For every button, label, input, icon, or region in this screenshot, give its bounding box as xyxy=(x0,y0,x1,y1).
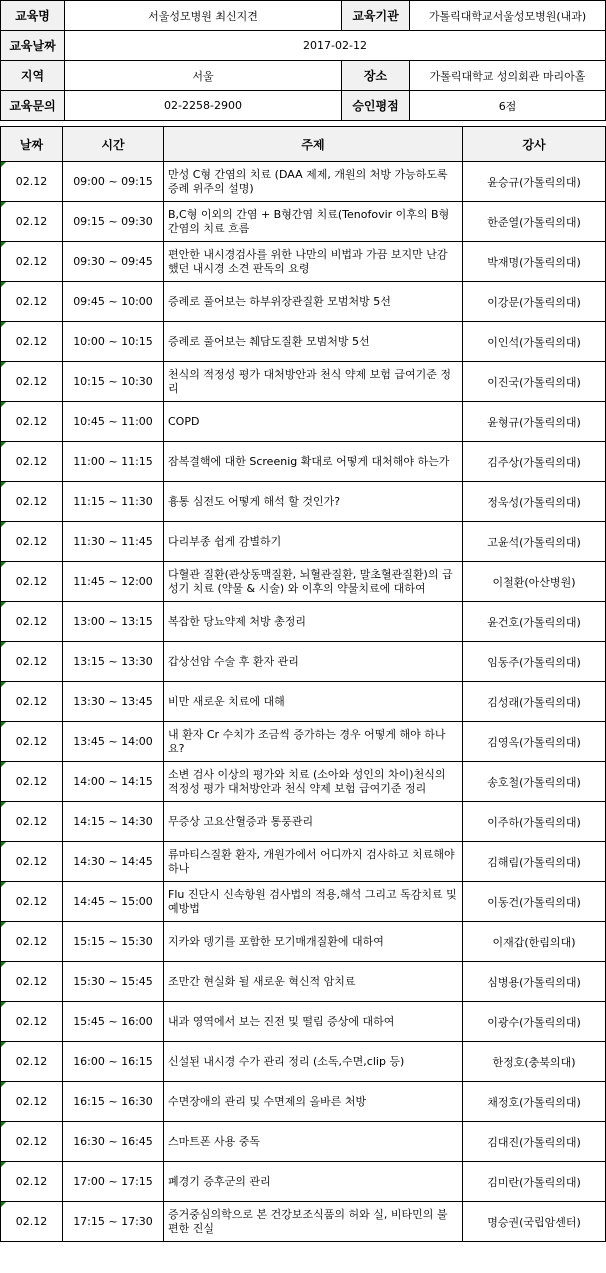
cell-corner-marker xyxy=(1,962,6,967)
row-date xyxy=(1,1002,63,1042)
cell-corner-marker xyxy=(1,482,6,487)
row-time: 09:00 ~ 09:15 xyxy=(63,162,164,202)
contact-value: 02-2258-2900 xyxy=(65,91,342,121)
row-date xyxy=(1,242,63,282)
row-date-text: 02.12 xyxy=(15,655,48,668)
row-topic: 만성 C형 간염의 치료 (DAA 제제, 개원의 처방 가능하도록 증례 위주의 설명) xyxy=(164,162,463,202)
schedule-table xyxy=(0,126,606,1242)
info-row-date xyxy=(1,31,606,61)
row-time: 14:00 ~ 14:15 xyxy=(63,762,164,802)
row-topic: 잠복결핵에 대한 Screenig 확대로 어떻게 대처해야 하는가 xyxy=(164,442,463,482)
row-time: 17:15 ~ 17:30 xyxy=(63,1202,164,1242)
table-row xyxy=(1,602,606,642)
row-date-text: 02.12 xyxy=(15,1215,48,1228)
header-topic: 주제 xyxy=(164,127,463,162)
table-row xyxy=(1,562,606,602)
cell-corner-marker xyxy=(1,322,6,327)
row-time: 14:30 ~ 14:45 xyxy=(63,842,164,882)
row-date-text: 02.12 xyxy=(15,295,48,308)
row-time: 09:30 ~ 09:45 xyxy=(63,242,164,282)
table-row xyxy=(1,1202,606,1242)
cell-corner-marker xyxy=(1,842,6,847)
row-date xyxy=(1,682,63,722)
row-topic: 증례로 풀어보는 하부위장관질환 모범처방 5선 xyxy=(164,282,463,322)
table-row xyxy=(1,522,606,562)
cell-corner-marker xyxy=(1,1202,6,1207)
row-date-text: 02.12 xyxy=(15,1055,48,1068)
cell-corner-marker xyxy=(1,1082,6,1087)
row-time: 14:45 ~ 15:00 xyxy=(63,882,164,922)
row-date-text: 02.12 xyxy=(15,215,48,228)
row-speaker: 윤형규(가톨릭의대) xyxy=(463,402,606,442)
row-speaker: 김성래(가톨릭의대) xyxy=(463,682,606,722)
row-time: 10:45 ~ 11:00 xyxy=(63,402,164,442)
row-date-text: 02.12 xyxy=(15,1015,48,1028)
row-time: 11:00 ~ 11:15 xyxy=(63,442,164,482)
row-speaker: 이인석(가톨릭의대) xyxy=(463,322,606,362)
table-row xyxy=(1,482,606,522)
cell-corner-marker xyxy=(1,562,6,567)
row-date xyxy=(1,282,63,322)
cell-corner-marker xyxy=(1,1162,6,1167)
row-date xyxy=(1,842,63,882)
row-topic: 스마트폰 사용 중독 xyxy=(164,1122,463,1162)
row-date-text: 02.12 xyxy=(15,895,48,908)
table-row xyxy=(1,362,606,402)
cell-corner-marker xyxy=(1,522,6,527)
row-time: 16:30 ~ 16:45 xyxy=(63,1122,164,1162)
table-row xyxy=(1,842,606,882)
row-time: 15:45 ~ 16:00 xyxy=(63,1002,164,1042)
row-speaker: 한준열(가톨릭의대) xyxy=(463,202,606,242)
credit-value: 6점 xyxy=(410,91,606,121)
venue-value: 가톨릭대학교 성의회관 마리아홀 xyxy=(410,61,606,91)
row-topic: 류마티스질환 환자, 개원가에서 어디까지 검사하고 치료해야 하나 xyxy=(164,842,463,882)
row-speaker: 이재갑(한림의대) xyxy=(463,922,606,962)
cell-corner-marker xyxy=(1,602,6,607)
header-speaker: 강사 xyxy=(463,127,606,162)
info-row-region xyxy=(1,61,606,91)
org-label: 교육기관 xyxy=(342,1,410,31)
table-row xyxy=(1,1122,606,1162)
row-date xyxy=(1,882,63,922)
row-topic: 증례로 풀어보는 췌담도질환 모범처방 5선 xyxy=(164,322,463,362)
row-date xyxy=(1,1042,63,1082)
row-date xyxy=(1,1122,63,1162)
row-date xyxy=(1,1082,63,1122)
row-topic: 갑상선암 수술 후 환자 관리 xyxy=(164,642,463,682)
row-speaker: 김영옥(가톨릭의대) xyxy=(463,722,606,762)
row-topic: 비만 새로운 치료에 대해 xyxy=(164,682,463,722)
row-time: 13:30 ~ 13:45 xyxy=(63,682,164,722)
row-date xyxy=(1,442,63,482)
table-row xyxy=(1,642,606,682)
row-time: 14:15 ~ 14:30 xyxy=(63,802,164,842)
row-date-text: 02.12 xyxy=(15,415,48,428)
row-time: 17:00 ~ 17:15 xyxy=(63,1162,164,1202)
row-topic: Flu 진단시 신속항원 검사법의 적용,해석 그리고 독감치료 및 예방법 xyxy=(164,882,463,922)
row-date xyxy=(1,322,63,362)
row-topic: 다리부종 쉽게 감별하기 xyxy=(164,522,463,562)
row-speaker: 채정호(가톨릭의대) xyxy=(463,1082,606,1122)
row-speaker: 정욱성(가톨릭의대) xyxy=(463,482,606,522)
row-time: 09:15 ~ 09:30 xyxy=(63,202,164,242)
cell-corner-marker xyxy=(1,442,6,447)
row-date-text: 02.12 xyxy=(15,1095,48,1108)
row-time: 11:45 ~ 12:00 xyxy=(63,562,164,602)
cell-corner-marker xyxy=(1,802,6,807)
row-date xyxy=(1,922,63,962)
cell-corner-marker xyxy=(1,762,6,767)
table-row xyxy=(1,162,606,202)
cell-corner-marker xyxy=(1,1002,6,1007)
row-date xyxy=(1,402,63,442)
row-speaker: 이강문(가톨릭의대) xyxy=(463,282,606,322)
row-time: 16:15 ~ 16:30 xyxy=(63,1082,164,1122)
cell-corner-marker xyxy=(1,922,6,927)
row-speaker: 김주상(가톨릭의대) xyxy=(463,442,606,482)
row-topic: B,C형 이외의 간염 + B형간염 치료(Tenofovir 이후의 B형 간염의 치료 흐름 xyxy=(164,202,463,242)
cell-corner-marker xyxy=(1,362,6,367)
org-value: 가톨릭대학교서울성모병원(내과) xyxy=(410,1,606,31)
cell-corner-marker xyxy=(1,1122,6,1127)
cell-corner-marker xyxy=(1,642,6,647)
row-speaker: 김해림(가톨릭의대) xyxy=(463,842,606,882)
row-date xyxy=(1,1162,63,1202)
date-label: 교육날짜 xyxy=(1,31,65,61)
row-topic: 증거중심의학으로 본 건강보조식품의 허와 실, 비타민의 불편한 진실 xyxy=(164,1202,463,1242)
row-date xyxy=(1,162,63,202)
row-date xyxy=(1,962,63,1002)
row-topic: 지카와 뎅기를 포함한 모기매개질환에 대하여 xyxy=(164,922,463,962)
cell-corner-marker xyxy=(1,402,6,407)
table-row xyxy=(1,402,606,442)
row-date xyxy=(1,802,63,842)
row-topic: 복잡한 당뇨약제 처방 총정리 xyxy=(164,602,463,642)
contact-label: 교육문의 xyxy=(1,91,65,121)
row-speaker: 이광수(가톨릭의대) xyxy=(463,1002,606,1042)
cell-corner-marker xyxy=(1,722,6,727)
row-time: 13:00 ~ 13:15 xyxy=(63,602,164,642)
row-speaker: 이철환(아산병원) xyxy=(463,562,606,602)
row-date-text: 02.12 xyxy=(15,815,48,828)
row-speaker: 윤승규(가톨릭의대) xyxy=(463,162,606,202)
row-speaker: 김대진(가톨릭의대) xyxy=(463,1122,606,1162)
row-date-text: 02.12 xyxy=(15,455,48,468)
credit-label: 승인평점 xyxy=(342,91,410,121)
row-date-text: 02.12 xyxy=(15,775,48,788)
row-time: 10:00 ~ 10:15 xyxy=(63,322,164,362)
row-date-text: 02.12 xyxy=(15,935,48,948)
table-row xyxy=(1,1042,606,1082)
table-row xyxy=(1,1082,606,1122)
row-speaker: 고윤석(가톨릭의대) xyxy=(463,522,606,562)
row-date xyxy=(1,362,63,402)
row-time: 11:15 ~ 11:30 xyxy=(63,482,164,522)
row-topic: 폐경기 증후군의 관리 xyxy=(164,1162,463,1202)
row-date-text: 02.12 xyxy=(15,335,48,348)
row-time: 10:15 ~ 10:30 xyxy=(63,362,164,402)
row-topic: 신설된 내시경 수가 관리 정리 (소독,수면,clip 등) xyxy=(164,1042,463,1082)
row-date-text: 02.12 xyxy=(15,735,48,748)
cell-corner-marker xyxy=(1,882,6,887)
row-date-text: 02.12 xyxy=(15,975,48,988)
row-speaker: 윤건호(가톨릭의대) xyxy=(463,602,606,642)
header-time: 시간 xyxy=(63,127,164,162)
education-info-table xyxy=(0,0,606,121)
row-topic: 내 환자 Cr 수치가 조금씩 증가하는 경우 어떻게 해야 하나요? xyxy=(164,722,463,762)
table-row xyxy=(1,922,606,962)
table-row xyxy=(1,1162,606,1202)
region-value: 서울 xyxy=(65,61,342,91)
row-topic: 조만간 현실화 될 새로운 혁신적 암치료 xyxy=(164,962,463,1002)
row-date-text: 02.12 xyxy=(15,175,48,188)
row-topic: 천식의 적정성 평가 대처방안과 천식 약제 보험 급여기준 정리 xyxy=(164,362,463,402)
row-date-text: 02.12 xyxy=(15,495,48,508)
table-row xyxy=(1,762,606,802)
row-speaker: 박재명(가톨릭의대) xyxy=(463,242,606,282)
venue-label: 장소 xyxy=(342,61,410,91)
row-date-text: 02.12 xyxy=(15,535,48,548)
schedule-header-row xyxy=(1,127,606,162)
row-speaker: 이주하(가톨릭의대) xyxy=(463,802,606,842)
row-date-text: 02.12 xyxy=(15,1175,48,1188)
row-date xyxy=(1,522,63,562)
row-date xyxy=(1,642,63,682)
row-speaker: 이진국(가톨릭의대) xyxy=(463,362,606,402)
cell-corner-marker xyxy=(1,162,6,167)
cell-corner-marker xyxy=(1,202,6,207)
table-row xyxy=(1,1002,606,1042)
header-date: 날짜 xyxy=(1,127,63,162)
table-row xyxy=(1,722,606,762)
row-date-text: 02.12 xyxy=(15,615,48,628)
table-row xyxy=(1,322,606,362)
row-topic: 흉통 심전도 어떻게 해석 할 것인가? xyxy=(164,482,463,522)
row-time: 13:15 ~ 13:30 xyxy=(63,642,164,682)
row-date-text: 02.12 xyxy=(15,575,48,588)
row-topic: 다혈관 질환(관상동맥질환, 뇌혈관질환, 말초혈관질환)의 급성기 치료 (약물 & 시술) 와 이후의 약물치료에 대하여 xyxy=(164,562,463,602)
row-topic: COPD xyxy=(164,402,463,442)
row-speaker: 한정호(충북의대) xyxy=(463,1042,606,1082)
table-row xyxy=(1,202,606,242)
info-row-name xyxy=(1,1,606,31)
row-speaker: 임동주(가톨릭의대) xyxy=(463,642,606,682)
row-topic: 수면장애의 관리 및 수면제의 올바른 처방 xyxy=(164,1082,463,1122)
cell-corner-marker xyxy=(1,282,6,287)
table-row xyxy=(1,282,606,322)
row-date xyxy=(1,562,63,602)
row-date xyxy=(1,1202,63,1242)
cell-corner-marker xyxy=(1,242,6,247)
table-row xyxy=(1,802,606,842)
row-topic: 무증상 고요산혈증과 통풍관리 xyxy=(164,802,463,842)
row-date xyxy=(1,202,63,242)
row-topic: 내과 영역에서 보는 진전 및 떨림 증상에 대하여 xyxy=(164,1002,463,1042)
row-date-text: 02.12 xyxy=(15,1135,48,1148)
row-speaker: 송호철(가톨릭의대) xyxy=(463,762,606,802)
row-speaker: 명승권(국립암센터) xyxy=(463,1202,606,1242)
region-label: 지역 xyxy=(1,61,65,91)
row-date xyxy=(1,602,63,642)
table-row xyxy=(1,962,606,1002)
row-date xyxy=(1,762,63,802)
table-row xyxy=(1,882,606,922)
row-topic: 소변 검사 이상의 평가와 치료 (소아와 성인의 차이)천식의 적정성 평가 대처방안과 천식 약제 보험 급여기준 정리 xyxy=(164,762,463,802)
row-time: 11:30 ~ 11:45 xyxy=(63,522,164,562)
row-speaker: 심병용(가톨릭의대) xyxy=(463,962,606,1002)
row-time: 16:00 ~ 16:15 xyxy=(63,1042,164,1082)
row-date-text: 02.12 xyxy=(15,855,48,868)
row-date xyxy=(1,722,63,762)
row-time: 09:45 ~ 10:00 xyxy=(63,282,164,322)
edu-name-label: 교육명 xyxy=(1,1,65,31)
info-row-contact xyxy=(1,91,606,121)
cell-corner-marker xyxy=(1,1042,6,1047)
row-time: 13:45 ~ 14:00 xyxy=(63,722,164,762)
table-row xyxy=(1,442,606,482)
edu-name-value: 서울성모병원 최신지견 xyxy=(65,1,342,31)
row-date-text: 02.12 xyxy=(15,375,48,388)
row-date-text: 02.12 xyxy=(15,695,48,708)
row-topic: 편안한 내시경검사를 위한 나만의 비법과 가끔 보지만 난감했던 내시경 소견 판독의 요령 xyxy=(164,242,463,282)
table-row xyxy=(1,682,606,722)
row-speaker: 이동건(가톨릭의대) xyxy=(463,882,606,922)
row-time: 15:15 ~ 15:30 xyxy=(63,922,164,962)
date-value: 2017-02-12 xyxy=(65,31,606,61)
row-date-text: 02.12 xyxy=(15,255,48,268)
table-row xyxy=(1,242,606,282)
row-time: 15:30 ~ 15:45 xyxy=(63,962,164,1002)
row-date xyxy=(1,482,63,522)
row-speaker: 김미란(가톨릭의대) xyxy=(463,1162,606,1202)
cell-corner-marker xyxy=(1,682,6,687)
